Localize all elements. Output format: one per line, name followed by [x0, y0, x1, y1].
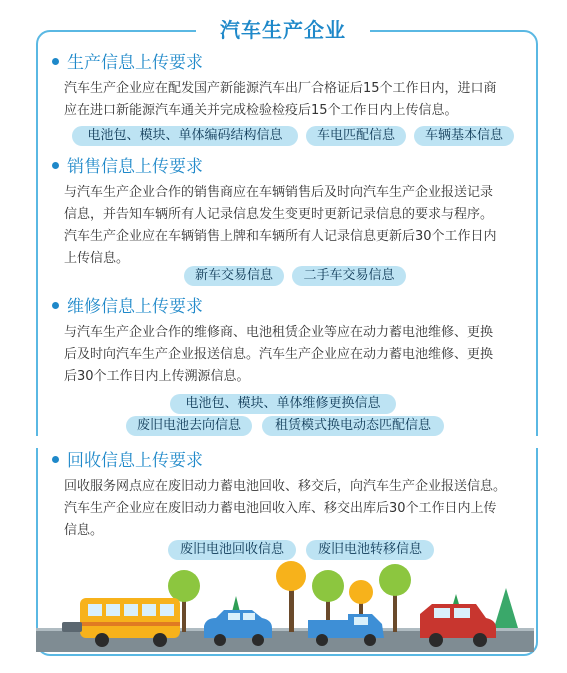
tag-new-car-trade: 新车交易信息 [184, 266, 284, 286]
section-heading-sales: 销售信息上传要求 [52, 156, 203, 178]
road-scene-illustration [36, 558, 534, 652]
bullet-dot [52, 58, 59, 65]
section-heading-production: 生产信息上传要求 [52, 52, 203, 74]
section-heading-repair: 维修信息上传要求 [52, 296, 203, 318]
section-heading-recycling: 回收信息上传要求 [52, 450, 203, 472]
bullet-dot [52, 456, 59, 463]
tag-waste-destination: 废旧电池去向信息 [126, 416, 252, 436]
tag-waste-recycling: 废旧电池回收信息 [168, 540, 296, 560]
section-text-production: 汽车生产企业应在配发国产新能源汽车出厂合格证后15个工作日内，进口商 应在进口新能源汽车通关并完成检验检疫后15个工作日内上传信息。 [64, 81, 497, 118]
tag-repair-replace: 电池包、模块、单体维修更换信息 [170, 394, 396, 414]
section-text-sales: 与汽车生产企业合作的销售商应在车辆销售后及时向汽车生产企业报送记录 信息，并告知车辆所有人记录信息发生变更时更新记录信息的要求与程序。 汽车生产企业应在车辆销售上牌和车辆所有人记录信息更新后30个工作日内 上传信息。 [64, 185, 497, 266]
tag-battery-coding: 电池包、模块、单体编码结构信息 [72, 126, 298, 146]
section-text-repair: 与汽车生产企业合作的维修商、电池租赁企业等应在动力蓄电池维修、更换 后及时向汽车生产企业报送信息。汽车生产企业应在动力蓄电池维修、更换 后30个工作日内上传溯源信息。 [64, 325, 494, 384]
tree-icon [379, 564, 411, 632]
tag-waste-transfer: 废旧电池转移信息 [306, 540, 434, 560]
section-gap [30, 436, 550, 448]
page-title: 汽车生产企业 [196, 14, 370, 46]
tag-used-car-trade: 二手车交易信息 [292, 266, 406, 286]
tree-icon [276, 561, 306, 632]
pine-tree-icon [494, 588, 518, 628]
bullet-dot [52, 302, 59, 309]
tag-vehicle-basic: 车辆基本信息 [414, 126, 514, 146]
bullet-dot [52, 162, 59, 169]
tag-rental-swap: 租赁模式换电动态匹配信息 [262, 416, 444, 436]
section-text-recycling: 回收服务网点应在废旧动力蓄电池回收、移交后，向汽车生产企业报送信息。 汽车生产企业应在废旧动力蓄电池回收入库、移交出库后30个工作日内上传 信息。 [64, 479, 507, 538]
tag-vehicle-battery-match: 车电匹配信息 [306, 126, 406, 146]
